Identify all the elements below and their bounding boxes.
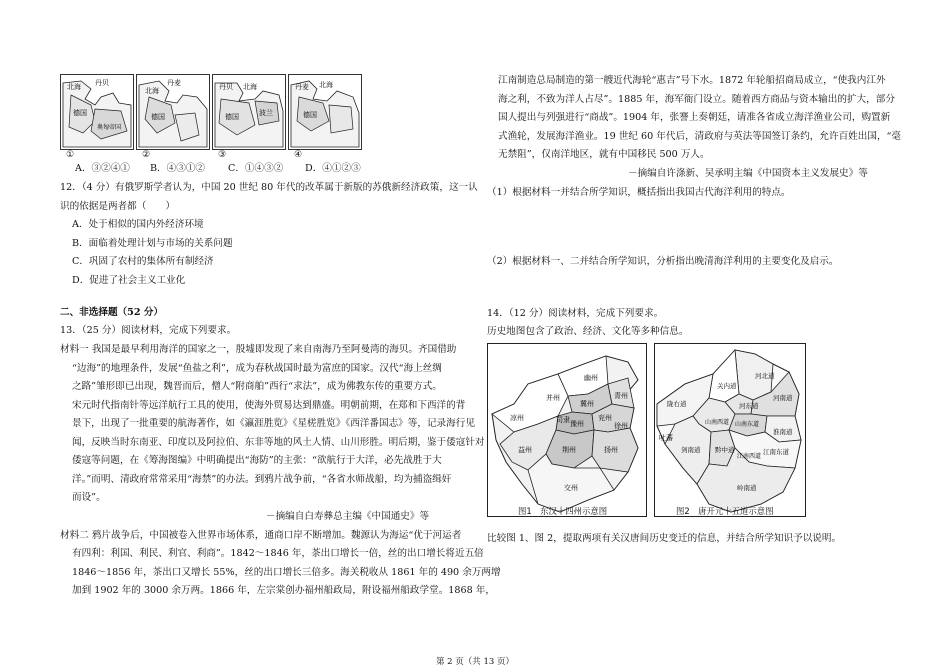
q13-m2-source: －摘编自许涤新、吴承明主编《中国资本主义发展史》等: [628, 168, 868, 179]
q13-m2-line: 材料二 鸦片战争后，中国被卷入世界市场体系，通商口岸不断增加。魏源认为海运“优于河运者: [60, 530, 462, 541]
han-region-label: 并州: [546, 394, 560, 402]
q13-m1-line: 之路”雏形即已出现，魏晋而后，僧人“附商舶”西行“求法”，成为佛教东传的重要方式。: [72, 381, 442, 392]
q13-m1-line: 闻，反映当时东南亚、印度以及阿拉伯、东非等地的风土人情、山川形胜。明后期，鉴于倭寇针对: [72, 437, 485, 448]
q14-stem: 14．（12 分）阅读材料，完成下列要求。: [487, 308, 664, 319]
q13-m2-line: 加到 1902 年的 3000 余万两。1866 年，左宗棠创办福州船政局，附设福州船政学堂。1868 年，: [72, 585, 495, 596]
thumb-label-1: ①: [66, 150, 75, 160]
tang-region-label: 岭南道: [737, 484, 757, 492]
section2-title: 二、非选择题（52 分）: [60, 307, 164, 318]
q12-option-b[interactable]: B．面临着处理计划与市场的关系问题: [72, 238, 233, 249]
han-region-label: 扬州: [604, 446, 618, 454]
q11-map-2: [136, 74, 210, 150]
map1-label-austria: 奥匈帝国: [97, 124, 122, 131]
q12-option-a[interactable]: A．处于相似的国内外经济环境: [72, 219, 204, 230]
han-region-label: 荆州: [562, 446, 576, 454]
map1-label-north: 北海: [67, 83, 81, 91]
q13-m1-line: 而设”。: [72, 492, 106, 503]
q13-m2-cont-line: 式渔轮，发展海洋渔业。19 世纪 60 年代后，清政府与英法等国签订条约，允许百姓出国，“毫: [498, 131, 902, 142]
tang-region-label: 剑南道: [681, 446, 701, 454]
q13-m1-line: 洋。”而明、清政府常常采用“海禁”的办法。到鸦片战争前，“各省水师战船，均为捕盗缉奸: [72, 474, 452, 485]
map2-label-germany: 德国: [151, 113, 165, 121]
q12-option-d[interactable]: D．促进了社会主义工业化: [72, 275, 186, 286]
q12-stem-line2: 识的依据是两者都（ ）: [60, 201, 176, 212]
tang-region-label: 黔中道: [715, 446, 735, 454]
thumb-label-4: ④: [294, 150, 303, 160]
q11-map-4: [288, 74, 362, 150]
tang-region-label: 山南西道: [705, 419, 730, 426]
thumb-label-2: ②: [142, 150, 151, 160]
han-region-label: 徐州: [614, 422, 628, 430]
tang-region-label: 河东道: [739, 402, 759, 410]
map4-label-north: 北海: [319, 81, 333, 89]
fig1-caption: 图1 东汉十四州示意图: [518, 506, 608, 516]
q13-m1-line: 景下，出现了一批重要的航海著作，如《瀛涯胜览》《星槎胜览》《西洋番国志》等，记录海行见: [72, 418, 475, 429]
tang-region-label: 河南道: [773, 394, 793, 402]
q11-option-a[interactable]: A．③②④①: [75, 163, 130, 174]
han-region-label: 幽州: [584, 374, 598, 382]
q13-m2-cont-line: 国人提出与列强进行“商战”。1904 年，张謇上奏朝廷，请准各省成立海洋渔业公司，购置新: [498, 112, 891, 123]
map3-label-north: 北海: [243, 83, 257, 91]
fig2-caption: 图2 唐开元十五道示意图: [676, 506, 774, 516]
q13-stem: 13．（25 分）阅读材料，完成下列要求。: [60, 325, 237, 336]
tang-region-label: 淮南道: [773, 428, 793, 436]
q11-option-d[interactable]: D．④①②③: [305, 163, 361, 174]
han-region-label: 益州: [518, 446, 532, 454]
q13-m2-cont-line: 无禁阻”，仅南洋地区，就有中国移民 500 万人。: [498, 149, 710, 160]
map4-label-germany: 德国: [303, 111, 317, 119]
thumb-label-3: ③: [218, 150, 227, 160]
fig1-han-map: [487, 343, 647, 517]
q13-m1-source: －摘编自白寿彝总主编《中国通史》等: [266, 511, 430, 522]
han-region-label: 豫州: [570, 420, 584, 428]
q14-question: 比较图 1、图 2，提取两项有关汉唐间历史变迁的信息，并结合所学知识予以说明。: [487, 533, 842, 544]
q13-m1-line: 宋元时代指南针等远洋航行工具的使用，使海外贸易达到鼎盛。明朝前期，在郑和下西洋的背: [72, 400, 466, 411]
page-footer: 第 2 页（共 13 页）: [435, 657, 515, 667]
han-region-label: 冀州: [580, 400, 594, 408]
q13-m1-line: 材料一 我国是最早利用海洋的国家之一，殷墟即发现了来自南海乃至阿曼湾的海贝。齐国借助: [60, 344, 457, 355]
q13-m2-cont-line: 江南制造总局制造的第一艘近代海轮“惠吉”号下水。1872 年轮船招商局成立，“使我内江外: [498, 75, 886, 86]
q11-map-1: [60, 74, 134, 150]
tang-region-label: 河北道: [755, 372, 775, 380]
tang-region-label: 山南东道: [735, 421, 760, 428]
map3-label-poland: 波兰: [259, 109, 273, 117]
map2-label-north: 北海: [145, 87, 159, 95]
fig2-tang-map: [654, 343, 806, 517]
han-region-label: 司隶: [556, 416, 570, 424]
map1-label-germany: 德国: [73, 109, 87, 117]
map2-label-dan: 丹麦: [167, 79, 181, 87]
q13-m2-line: 有四利：利国、利民、利官、利商”。1842～1846 年，茶出口增长一倍，丝的出口增长将近五倍: [72, 548, 484, 559]
q13-m2-line: 1846～1856 年，茶出口又增长 55%，丝的出口增长三倍多。海关税收从 1861 年的 490 余万两增: [72, 567, 501, 578]
q13-sub2: （2）根据材料一、二并结合所学知识，分析指出晚清海洋利用的主要变化及启示。: [487, 256, 839, 267]
han-region-label: 交州: [564, 484, 578, 492]
han-region-label: 青州: [614, 392, 628, 400]
q12-option-c[interactable]: C．巩固了农村的集体所有制经济: [72, 256, 214, 267]
tang-region-label: 江南东道: [763, 448, 789, 456]
tang-region-label: 陇右道: [667, 400, 687, 408]
q11-option-c[interactable]: C．①④③②: [228, 163, 284, 174]
tang-region-label: 江南西道: [737, 453, 762, 460]
map1-label-dan: 丹贝: [95, 79, 109, 87]
q11-option-b[interactable]: B．④③①②: [150, 163, 206, 174]
tang-region-label: 吐蕃: [659, 434, 673, 442]
q13-m1-line: 倭寇等问题，在《筹海图编》中明确提出“海防”的主张：“欲航行于大洋，必先战胜于大: [72, 455, 442, 466]
q14-intro: 历史地图包含了政治、经济、文化等多种信息。: [487, 326, 689, 337]
q13-m2-cont-line: 海之利，不致为洋人占尽”。1885 年，海军衙门设立。随着西方商品与资本输出的扩大，部分: [498, 94, 895, 105]
han-region-label: 凉州: [510, 414, 524, 422]
q13-m1-line: “边海”的地理条件，发展“鱼盐之利”，成为春秋战国时最为富庶的国家。汉代“海上丝绸: [72, 363, 442, 374]
map3-label-dan: 丹贝: [219, 83, 233, 91]
q11-map-3: [212, 74, 286, 150]
tang-region-label: 关内道: [717, 382, 737, 390]
q13-sub1: （1）根据材料一并结合所学知识，概括指出我国古代海洋利用的特点。: [487, 187, 791, 198]
map3-label-germany: 德国: [225, 113, 239, 121]
q12-stem-line1: 12．（4 分）有俄罗斯学者认为，中国 20 世纪 80 年代的改革属于新版的苏俄新经济政策，这一认: [60, 182, 478, 193]
han-region-label: 兖州: [598, 414, 612, 422]
map4-label-dan: 丹麦: [295, 83, 309, 91]
